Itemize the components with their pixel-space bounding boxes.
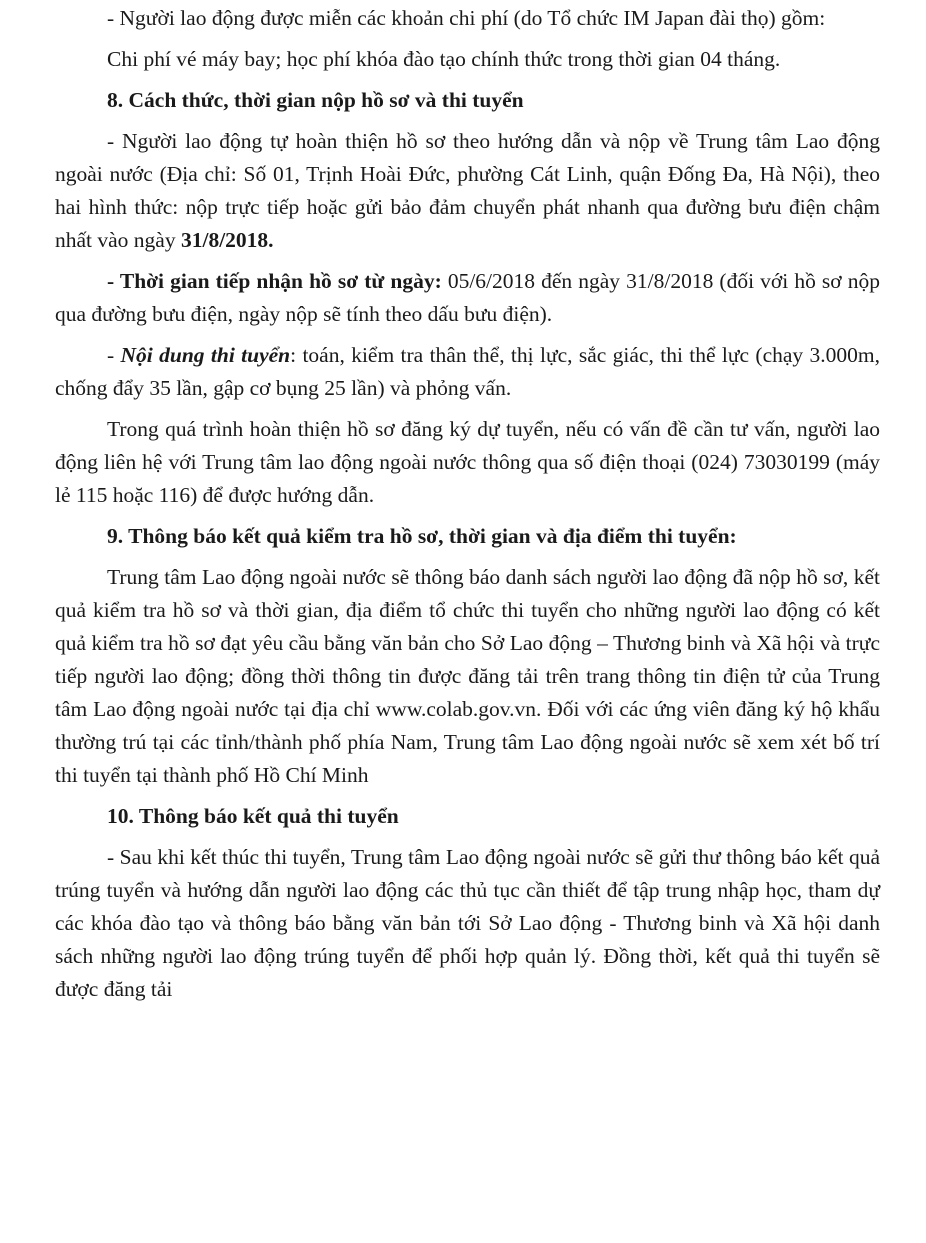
paragraph-submission [55, 125, 880, 257]
heading-section-8: 8. Cách thức, thời gian nộp hồ sơ và thi tuyển [107, 88, 524, 112]
submission-deadline: 31/8/2018. [180, 228, 274, 252]
paragraph-results: - Sau khi kết thúc thi tuyển, Trung tâm Lao động ngoài nước sẽ gửi thư thông báo kết quả trúng tuyển và hướng dẫn người lao động các thủ tục cần thiết để tập trung nhập học, tham dự các khóa đào tạo và thông báo bằng văn bản tới Sở Lao động - Thương binh và Xã hội danh sách những người lao động trúng tuyển để phối hợp quản lý. Đồng thời, kết quả thi tuyển sẽ được đăng tải [55, 845, 880, 1001]
exam-content-prefix: - [107, 343, 121, 367]
exam-content-text: : toán, kiểm tra thân thể, thị lực, sắc giác, thi thể lực (chạy 3.000m, chống đẩy 35 lần, gập cơ bụng 25 lần) và phỏng vấn. [55, 343, 880, 400]
heading-section-10: 10. Thông báo kết quả thi tuyển [107, 804, 399, 828]
paragraph-receipt-period [55, 265, 880, 331]
paragraph-contact: Trong quá trình hoàn thiện hồ sơ đăng ký dự tuyển, nếu có vấn đề cần tư vấn, người lao động liên hệ với Trung tâm lao động ngoài nước thông qua số điện thoại (024) 73030199 (máy lẻ 115 hoặc 116) để được hướng dẫn. [55, 417, 880, 507]
exam-content-label: Nội dung thi tuyển [120, 343, 291, 367]
paragraph-cost-list: Chi phí vé máy bay; học phí khóa đào tạo chính thức trong thời gian 04 tháng. [107, 47, 781, 71]
submission-text: - Người lao động tự hoàn thiện hồ sơ theo hướng dẫn và nộp về Trung tâm Lao động ngoài nước (Địa chỉ: Số 01, Trịnh Hoài Đức, phường Cát Linh, quận Đống Đa, Hà Nội), theo hai hình thức: nộp trực tiếp hoặc gửi bảo đảm chuyển phát nhanh qua đường bưu điện chậm nhất vào ngày [55, 129, 880, 252]
paragraph-exam-content [55, 339, 880, 405]
paragraph-notification: Trung tâm Lao động ngoài nước sẽ thông báo danh sách người lao động đã nộp hồ sơ, kết quả kiểm tra hồ sơ và thời gian, địa điểm tổ chức thi tuyển cho những người lao động có kết quả kiểm tra hồ sơ đạt yêu cầu bằng văn bản cho Sở Lao động – Thương binh và Xã hội và trực tiếp người lao động; đồng thời thông tin được đăng tải trên trang thông tin điện tử của Trung tâm Lao động ngoài nước tại địa chỉ www.colab.gov.vn. Đối với các ứng viên đăng ký hộ khẩu thường trú tại các tỉnh/thành phố phía Nam, Trung tâm Lao động ngoài nước sẽ xem xét bố trí thi tuyển tại thành phố Hồ Chí Minh [55, 565, 880, 787]
paragraph-cost-exemption: - Người lao động được miễn các khoản chi phí (do Tổ chức IM Japan đài thọ) gồm: [107, 6, 826, 30]
receipt-period-label: - Thời gian tiếp nhận hồ sơ từ ngày: [107, 269, 442, 293]
heading-section-9: 9. Thông báo kết quả kiểm tra hồ sơ, thời gian và địa điểm thi tuyển: [107, 524, 737, 548]
receipt-period-text: 05/6/2018 đến ngày 31/8/2018 (đối với hồ sơ nộp qua đường bưu điện, ngày nộp sẽ tính theo dấu bưu điện). [55, 269, 880, 326]
